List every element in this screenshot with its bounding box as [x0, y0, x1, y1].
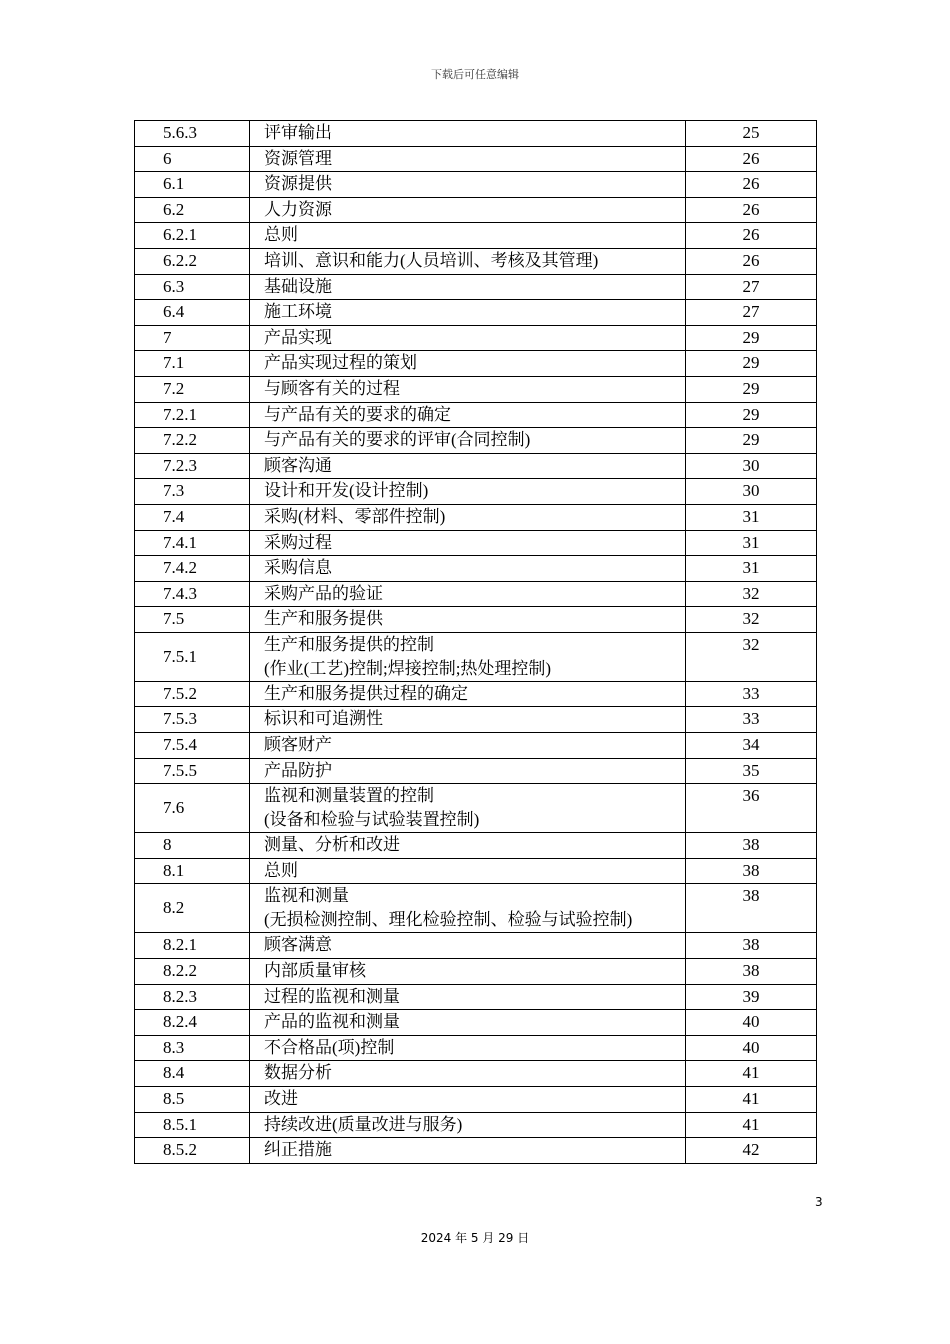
- toc-page-number: 31: [686, 504, 817, 530]
- toc-section-number: 6.2: [135, 197, 250, 223]
- toc-section-title: 人力资源: [250, 197, 686, 223]
- toc-page-number: 30: [686, 453, 817, 479]
- toc-section-title: 设计和开发(设计控制): [250, 479, 686, 505]
- toc-section-number: 8.5.2: [135, 1138, 250, 1164]
- toc-section-title: 顾客满意: [250, 933, 686, 959]
- toc-section-title: 总则: [250, 223, 686, 249]
- header-note: 下载后可任意编辑: [431, 68, 519, 81]
- toc-row: [135, 959, 817, 985]
- toc-row: [135, 858, 817, 884]
- toc-page-number: 32: [686, 632, 817, 681]
- toc-section-title: 资源管理: [250, 146, 686, 172]
- toc-section-number: 7.6: [135, 784, 250, 833]
- toc-section-title: 采购产品的验证: [250, 581, 686, 607]
- toc-section-number: 8.2.2: [135, 959, 250, 985]
- toc-section-title: 标识和可追溯性: [250, 707, 686, 733]
- toc-page-number: 31: [686, 556, 817, 582]
- toc-section-title: 改进: [250, 1087, 686, 1113]
- toc-section-title: 采购信息: [250, 556, 686, 582]
- toc-page-number: 33: [686, 707, 817, 733]
- toc-page-number: 25: [686, 121, 817, 147]
- toc-section-number: 7.2.1: [135, 402, 250, 428]
- toc-section-number: 7.5.4: [135, 733, 250, 759]
- toc-section-number: 7.1: [135, 351, 250, 377]
- toc-section-title: 与顾客有关的过程: [250, 376, 686, 402]
- toc-page-number: 29: [686, 428, 817, 454]
- toc-section-number: 8.5: [135, 1087, 250, 1113]
- toc-row: [135, 632, 817, 681]
- toc-section-title: 生产和服务提供过程的确定: [250, 681, 686, 707]
- toc-row: [135, 1138, 817, 1164]
- toc-section-title: 总则: [250, 858, 686, 884]
- toc-section-number: 8.4: [135, 1061, 250, 1087]
- toc-section-number: 6.2.2: [135, 248, 250, 274]
- toc-row: [135, 758, 817, 784]
- toc-section-number: 6.4: [135, 300, 250, 326]
- toc-section-number: 8.2.4: [135, 1010, 250, 1036]
- toc-section-number: 6.1: [135, 172, 250, 198]
- toc-section-number: 8.3: [135, 1035, 250, 1061]
- toc-row: [135, 1112, 817, 1138]
- toc-page-number: 41: [686, 1061, 817, 1087]
- toc-page-number: 34: [686, 733, 817, 759]
- toc-section-title: 产品防护: [250, 758, 686, 784]
- toc-row: [135, 428, 817, 454]
- toc-row: [135, 833, 817, 859]
- toc-row: [135, 933, 817, 959]
- toc-row: [135, 351, 817, 377]
- toc-row: [135, 146, 817, 172]
- toc-row: [135, 707, 817, 733]
- toc-section-title-line2: (设备和检验与试验装置控制): [264, 810, 480, 830]
- toc-row: [135, 172, 817, 198]
- toc-page-number: 38: [686, 858, 817, 884]
- toc-page-number: 26: [686, 223, 817, 249]
- toc-body: [135, 121, 817, 1164]
- toc-section-number: 7.4.2: [135, 556, 250, 582]
- toc-row: [135, 121, 817, 147]
- toc-section-title: 施工环境: [250, 300, 686, 326]
- toc-section-title: 与产品有关的要求的确定: [250, 402, 686, 428]
- toc-section-title-line1: 生产和服务提供的控制: [264, 634, 434, 654]
- toc-section-number: 5.6.3: [135, 121, 250, 147]
- toc-section-number: 8.1: [135, 858, 250, 884]
- toc-section-title-line2: (作业(工艺)控制;焊接控制;热处理控制): [264, 658, 552, 678]
- toc-section-number: 8.2.1: [135, 933, 250, 959]
- toc-row: [135, 453, 817, 479]
- toc-section-number: 7.2.2: [135, 428, 250, 454]
- toc-row: [135, 581, 817, 607]
- toc-section-title: 顾客沟通: [250, 453, 686, 479]
- toc-page-number: 32: [686, 607, 817, 633]
- toc-page-number: 35: [686, 758, 817, 784]
- toc-page-number: 38: [686, 884, 817, 933]
- toc-row: [135, 223, 817, 249]
- toc-row: [135, 1061, 817, 1087]
- toc-page-number: 29: [686, 376, 817, 402]
- toc-section-title: 持续改进(质量改进与服务): [250, 1112, 686, 1138]
- toc-row: [135, 504, 817, 530]
- toc-table: [134, 120, 817, 1164]
- toc-page-number: 27: [686, 300, 817, 326]
- toc-row: [135, 1010, 817, 1036]
- toc-section-title: [250, 632, 686, 681]
- toc-page-number: 26: [686, 172, 817, 198]
- toc-section-number: 6.2.1: [135, 223, 250, 249]
- toc-row: [135, 376, 817, 402]
- toc-row: [135, 325, 817, 351]
- toc-row: [135, 402, 817, 428]
- toc-page-number: 29: [686, 325, 817, 351]
- toc-section-number: 7.4.1: [135, 530, 250, 556]
- toc-section-title: 生产和服务提供: [250, 607, 686, 633]
- toc-section-number: 8.2.3: [135, 984, 250, 1010]
- toc-page-number: 41: [686, 1112, 817, 1138]
- toc-section-title: 产品的监视和测量: [250, 1010, 686, 1036]
- toc-section-title: 评审输出: [250, 121, 686, 147]
- toc-page-number: 29: [686, 351, 817, 377]
- toc-section-title: [250, 884, 686, 933]
- toc-section-title: 顾客财产: [250, 733, 686, 759]
- toc-section-title-line2: (无损检测控制、理化检验控制、检验与试验控制): [264, 910, 633, 930]
- toc-page-number: 26: [686, 197, 817, 223]
- toc-row: [135, 274, 817, 300]
- toc-page-number: 38: [686, 833, 817, 859]
- toc-row: [135, 681, 817, 707]
- page-number: 3: [815, 1195, 823, 1209]
- toc-row: [135, 248, 817, 274]
- toc-section-number: 7.4.3: [135, 581, 250, 607]
- toc-section-title: 与产品有关的要求的评审(合同控制): [250, 428, 686, 454]
- toc-row: [135, 530, 817, 556]
- toc-page-number: 30: [686, 479, 817, 505]
- footer-date: 2024 年 5 月 29 日: [420, 1231, 530, 1245]
- toc-section-number: 7.5.3: [135, 707, 250, 733]
- toc-section-title-line1: 监视和测量: [264, 886, 349, 906]
- toc-section-title: 数据分析: [250, 1061, 686, 1087]
- toc-section-number: 7.5.2: [135, 681, 250, 707]
- toc-page-number: 41: [686, 1087, 817, 1113]
- toc-row: [135, 784, 817, 833]
- toc-section-title-line1: 监视和测量装置的控制: [264, 786, 434, 806]
- toc-page-number: 31: [686, 530, 817, 556]
- toc-section-number: 7: [135, 325, 250, 351]
- toc-page-number: 38: [686, 959, 817, 985]
- toc-page-number: 42: [686, 1138, 817, 1164]
- toc-section-number: 7.5.5: [135, 758, 250, 784]
- toc-page-number: 29: [686, 402, 817, 428]
- toc-page-number: 26: [686, 146, 817, 172]
- toc-section-title: 培训、意识和能力(人员培训、考核及其管理): [250, 248, 686, 274]
- toc-section-number: 6: [135, 146, 250, 172]
- toc-section-number: 7.2.3: [135, 453, 250, 479]
- toc-section-title: 测量、分析和改进: [250, 833, 686, 859]
- toc-row: [135, 884, 817, 933]
- toc-section-number: 8.2: [135, 884, 250, 933]
- toc-section-title: [250, 784, 686, 833]
- toc-section-number: 8: [135, 833, 250, 859]
- toc-section-number: 7.4: [135, 504, 250, 530]
- toc-row: [135, 733, 817, 759]
- toc-page-number: 38: [686, 933, 817, 959]
- toc-section-number: 7.5.1: [135, 632, 250, 681]
- toc-section-title: 过程的监视和测量: [250, 984, 686, 1010]
- toc-section-title: 纠正措施: [250, 1138, 686, 1164]
- toc-row: [135, 984, 817, 1010]
- toc-section-number: 7.2: [135, 376, 250, 402]
- toc-row: [135, 607, 817, 633]
- toc-row: [135, 1087, 817, 1113]
- toc-page-number: 26: [686, 248, 817, 274]
- toc-section-number: 6.3: [135, 274, 250, 300]
- toc-page-number: 32: [686, 581, 817, 607]
- toc-row: [135, 197, 817, 223]
- toc-section-title: 资源提供: [250, 172, 686, 198]
- toc-page-number: 36: [686, 784, 817, 833]
- toc-row: [135, 300, 817, 326]
- toc-row: [135, 479, 817, 505]
- toc-section-title: 内部质量审核: [250, 959, 686, 985]
- toc-page-number: 40: [686, 1035, 817, 1061]
- toc-section-title: 不合格品(项)控制: [250, 1035, 686, 1061]
- toc-page-number: 33: [686, 681, 817, 707]
- toc-section-title: 采购(材料、零部件控制): [250, 504, 686, 530]
- toc-page-number: 40: [686, 1010, 817, 1036]
- toc-section-title: 基础设施: [250, 274, 686, 300]
- toc-section-number: 7.5: [135, 607, 250, 633]
- toc-row: [135, 1035, 817, 1061]
- toc-section-title: 产品实现过程的策划: [250, 351, 686, 377]
- toc-section-number: 7.3: [135, 479, 250, 505]
- toc-row: [135, 556, 817, 582]
- toc-page-number: 39: [686, 984, 817, 1010]
- toc-section-title: 采购过程: [250, 530, 686, 556]
- toc-page-number: 27: [686, 274, 817, 300]
- toc-section-number: 8.5.1: [135, 1112, 250, 1138]
- toc-section-title: 产品实现: [250, 325, 686, 351]
